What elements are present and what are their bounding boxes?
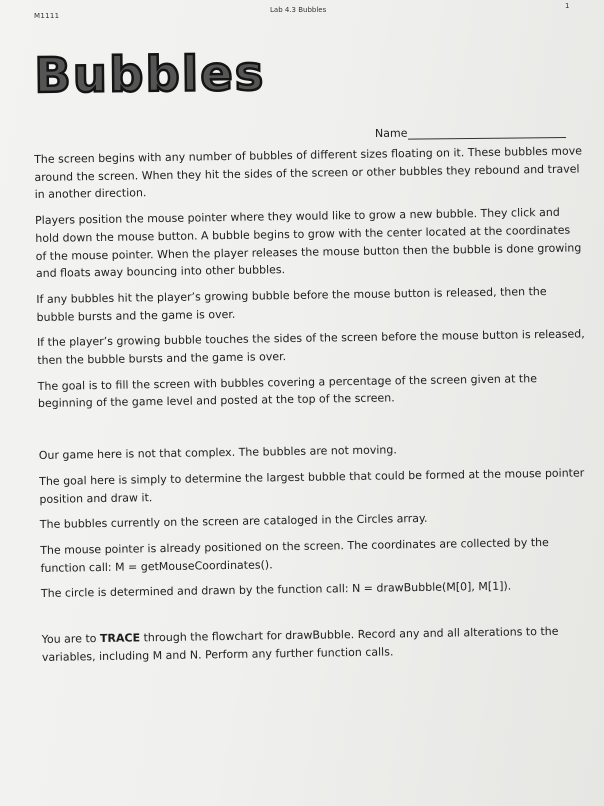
- page-number: 1: [565, 2, 570, 10]
- paragraph-player-action: Players position the mouse pointer where they would like to grow a new bubble. They click and hold down the mouse button. A bubble begins to grow with the center located at the coordinates of the mouse pointer. When the player releases the mouse button then the bubble is done growing and floats away bouncing into other bubbles.: [34, 205, 582, 281]
- paragraph-collision-rule: If any bubbles hit the player’s growing bubble before the mouse button is released, then the bubble bursts and the game is over.: [36, 284, 547, 324]
- name-label: Name: [374, 126, 408, 141]
- instruction-rest: through the flowchart for drawBubble. Record any and all alterations to the variables, including M and N. Perform any further function calls.: [41, 624, 559, 664]
- paragraph-simplified: Our game here is not that complex. The bubbles are not moving.: [38, 443, 397, 463]
- trace-emphasis: TRACE: [99, 631, 141, 646]
- instruction-lead: You are to: [41, 632, 101, 647]
- name-blank-line: [408, 126, 566, 140]
- paragraph-intro: The screen begins with any number of bubbles of different sizes floating on it. These bubbles move around the screen. When they hit the sides of the screen or other bubbles they rebound and travel in another direction.: [34, 144, 583, 202]
- course-code: M1111: [34, 12, 60, 20]
- paragraph-mouse-coordinates: The mouse pointer is already positioned on the screen. The coordinates are collected by the function call: M = getMouseCoordinates().: [40, 535, 549, 575]
- body-text: [34, 142, 590, 674]
- name-field: [375, 125, 567, 140]
- lab-title: Lab 4.3 Bubbles: [270, 6, 327, 14]
- paragraph-simplified-goal: The goal here is simply to determine the largest bubble that could be formed at the mouse pointer position and draw it.: [39, 466, 585, 506]
- paragraph-instructions: [42, 622, 590, 666]
- paragraph-edge-rule: If the player’s growing bubble touches the sides of the screen before the mouse button is released, then the bubble bursts and the game is over.: [36, 327, 585, 368]
- page-title: Bubbles: [34, 45, 266, 104]
- paragraph-draw-bubble: The circle is determined and drawn by the function call: N = drawBubble(M[0], M[1]).: [40, 579, 512, 601]
- paragraph-goal: The goal is to fill the screen with bubbles covering a percentage of the screen given at the beginning of the game level and posted at the top of the screen.: [37, 371, 538, 411]
- paragraph-circles-array: The bubbles currently on the screen are cataloged in the Circles array.: [39, 512, 428, 532]
